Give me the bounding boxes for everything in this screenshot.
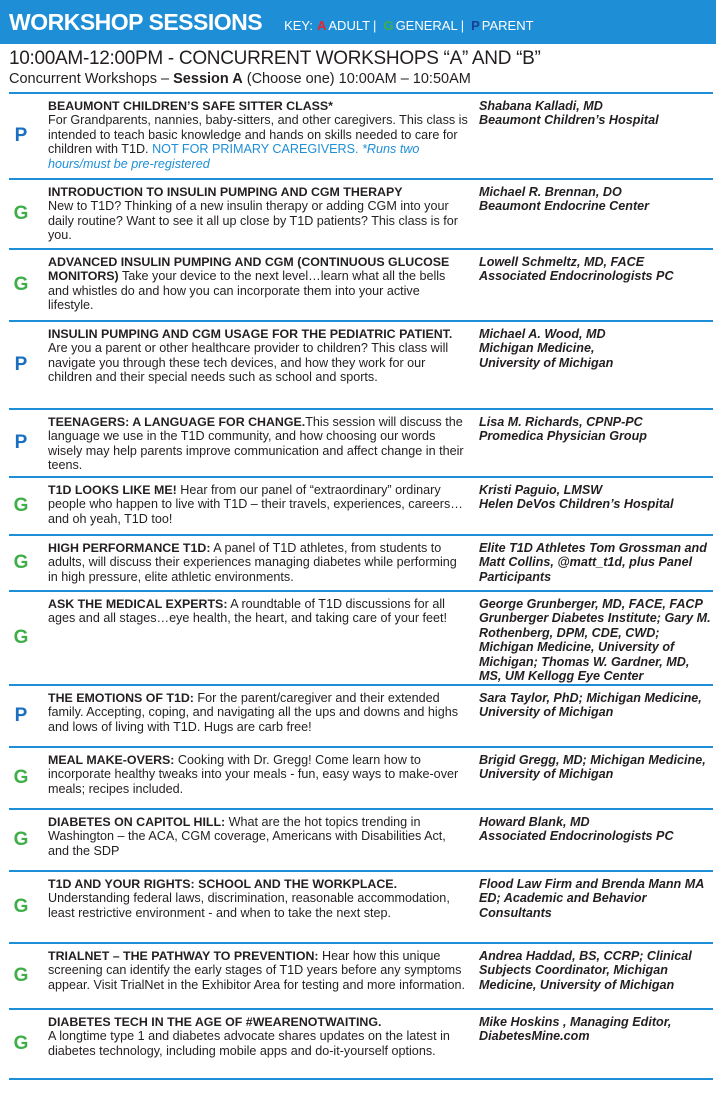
session-title: HIGH PERFORMANCE T1D: <box>48 541 211 555</box>
presenter-line: Associated Endocrinologists PC <box>479 269 674 284</box>
session-description <box>48 597 468 626</box>
session-presenter <box>479 415 711 444</box>
category-badge: P <box>14 705 28 726</box>
session-presenter <box>479 541 711 584</box>
session-description-text: Understanding federal laws, discrimination, reasonable accommodation, least restrictive environment - and when to take the next step. <box>48 891 450 920</box>
presenter-line: Beaumont Endocrine Center <box>479 199 650 214</box>
session-row <box>9 944 713 1010</box>
session-title: DIABETES ON CAPITOL HILL: <box>48 815 226 829</box>
session-title: ASK THE MEDICAL EXPERTS: <box>48 597 228 611</box>
presenter-line: Shabana Kalladi, MD <box>479 99 603 113</box>
category-badge: G <box>13 627 29 648</box>
session-description <box>48 99 468 171</box>
presenter-line: Lowell Schmeltz, MD, FACE <box>479 255 645 269</box>
presenter-line: Flood Law Firm and Brenda Mann MA ED; Academic and Behavior Consultants <box>479 877 704 920</box>
presenter-line: George Grunberger, MD, FACE, FACP Grunberger Diabetes Institute; Gary M. Rothenberg, DPM, CDE, CWD; Michigan Medicine, University of Michigan; Thomas W. Gardner, MD, MS, UM Kellogg Eye Center <box>479 597 711 684</box>
session-highlight: NOT FOR PRIMARY CAREGIVERS. <box>152 142 359 157</box>
session-description <box>48 949 468 992</box>
category-badge: G <box>13 552 29 573</box>
session-description <box>48 185 468 243</box>
presenter-line: Michael R. Brennan, DO <box>479 185 622 199</box>
session-description <box>48 483 468 526</box>
key-label: KEY: <box>284 17 313 33</box>
presenter-line: Andrea Haddad, BS, CCRP; Clinical Subjects Coordinator, Michigan Medicine, University of Michigan <box>479 949 692 992</box>
key-separator: | <box>460 17 465 33</box>
session-title: TEENAGERS: A LANGUAGE FOR CHANGE. <box>48 415 306 429</box>
session-presenter <box>479 99 711 128</box>
presenter-line: Brigid Gregg, MD; Michigan Medicine, University of Michigan <box>479 753 706 782</box>
session-description-text: Cooking with Dr. Gregg! Come learn how to incorporate healthy tweaks into your meals - fun, easy ways to make-over meals; recipes included. <box>48 753 459 796</box>
key-letter-adult: A <box>317 17 327 33</box>
category-key <box>284 18 533 33</box>
key-text-general: GENERAL <box>395 17 458 33</box>
category-badge: G <box>13 203 29 224</box>
key-separator: | <box>373 17 377 33</box>
presenter-line: Kristi Paguio, LMSW <box>479 483 603 497</box>
session-title: INTRODUCTION TO INSULIN PUMPING AND CGM THERAPY <box>48 185 403 199</box>
category-badge: G <box>13 896 29 917</box>
category-badge: G <box>13 1033 29 1054</box>
presenter-line: Associated Endocrinologists PC <box>479 829 674 844</box>
key-letter-general: G <box>383 17 394 33</box>
session-title: T1D AND YOUR RIGHTS: SCHOOL AND THE WORKPLACE. <box>48 877 398 891</box>
session-presenter <box>479 753 711 782</box>
session-row <box>9 250 713 322</box>
session-description-text: Hear from our panel of “extraordinary” ordinary people who happen to live with T1D – their travels, experiences, careers…and oh yeah, T1D too! <box>48 483 463 526</box>
key-text-parent: PARENT <box>481 17 534 33</box>
session-description <box>48 327 468 385</box>
session-row <box>9 810 713 872</box>
presenter-line: Michael A. Wood, MD <box>479 327 606 341</box>
session-row <box>9 536 713 592</box>
session-title: MEAL MAKE-OVERS: <box>48 753 175 767</box>
session-description-text: Hear how this unique screening can identify the early stages of T1D years before any symptoms appear. Visit TrialNet in the Exhibitor Area for testing and more information. <box>48 949 465 992</box>
session-description-text: What are the hot topics trending in Washington – the ACA, CGM coverage, Americans with Disabilities Act, and the SDP <box>48 815 446 858</box>
session-description-text: For the parent/caregiver and their extended family. Accepting, coping, and navigating all the ups and downs and highs and lows of living with T1D. Hugs are carb free! <box>48 691 459 734</box>
session-presenter <box>479 597 711 683</box>
category-badge: G <box>13 767 29 788</box>
session-row <box>9 592 713 686</box>
session-row <box>9 872 713 944</box>
session-description-text: A longtime type 1 and diabetes advocate shares updates on the latest in diabetes technology, including mobile apps and do-it-yourself options. <box>48 1029 450 1058</box>
session-note: *Runs two hours/must be pre-registered <box>48 142 420 171</box>
session-presenter <box>479 877 711 920</box>
presenter-line: Promedica Physician Group <box>479 429 647 444</box>
session-row <box>9 410 713 478</box>
category-badge: P <box>14 432 28 453</box>
presenter-line: Beaumont Children’s Hospital <box>479 113 659 128</box>
category-badge: P <box>14 125 28 146</box>
session-row <box>9 94 713 180</box>
session-presenter <box>479 949 711 992</box>
subheading-suffix: (Choose one) 10:00AM – 10:50AM <box>242 71 471 87</box>
session-title: BEAUMONT CHILDREN’S SAFE SITTER CLASS* <box>48 99 333 113</box>
presenter-line: Mike Hoskins , Managing Editor, DiabetesMine.com <box>479 1015 672 1044</box>
session-title: ADVANCED INSULIN PUMPING AND CGM (CONTINUOUS GLUCOSE MONITORS) <box>48 255 450 284</box>
presenter-line: Helen DeVos Children’s Hospital <box>479 497 674 512</box>
session-description <box>48 541 468 584</box>
session-presenter <box>479 815 711 844</box>
subheading-prefix: Concurrent Workshops – <box>9 71 174 87</box>
session-description-text: Are you a parent or other healthcare provider to children? This class will navigate you through these tech devices, and how they work for our children and their special needs such as school and sports. <box>48 341 449 385</box>
session-presenter <box>479 255 711 284</box>
presenter-line: University of Michigan <box>479 355 614 370</box>
session-description-text: This session will discuss the language we use in the T1D community, and how choosing our words wisely may help parents improve communication and affect change in their teens. <box>48 415 464 473</box>
session-title: INSULIN PUMPING AND CGM USAGE FOR THE PEDIATRIC PATIENT. <box>48 327 453 341</box>
session-description-text: A panel of T1D athletes, from students to adults, will discuss their experiences managing diabetes while performing in high pressure, elite athletic environments. <box>48 541 457 584</box>
session-row <box>9 180 713 250</box>
session-title: DIABETES TECH IN THE AGE OF #WEARENOTWAITING. <box>48 1015 382 1029</box>
session-description <box>48 255 468 313</box>
session-title: TRIALNET – THE PATHWAY TO PREVENTION: <box>48 949 319 963</box>
key-text-adult: ADULT <box>328 17 371 33</box>
category-badge: P <box>14 354 28 375</box>
session-title: T1D LOOKS LIKE ME! <box>48 483 177 497</box>
page-title: WORKSHOP SESSIONS <box>9 8 263 35</box>
session-description <box>48 1015 468 1058</box>
category-badge: G <box>13 274 29 295</box>
time-heading: 10:00AM-12:00PM - CONCURRENT WORKSHOPS “A” AND “B” <box>9 48 541 69</box>
session-presenter <box>479 483 711 512</box>
session-description-text: Take your device to the next level…learn what all the bells and whistles do and how you can incorporate them into your active lifestyle. <box>48 269 446 313</box>
session-description <box>48 877 468 920</box>
session-description <box>48 815 468 858</box>
session-presenter <box>479 185 711 214</box>
session-presenter <box>479 1015 711 1044</box>
header-banner <box>0 0 716 44</box>
session-row <box>9 478 713 536</box>
presenter-line: Sara Taylor, PhD; Michigan Medicine, University of Michigan <box>479 691 702 720</box>
session-name: Session A <box>173 71 243 87</box>
session-subheading <box>9 71 471 87</box>
session-row <box>9 322 713 410</box>
presenter-line: Elite T1D Athletes Tom Grossman and Matt Collins, @matt_t1d, plus Panel Participants <box>479 541 707 584</box>
session-presenter <box>479 327 711 370</box>
session-row <box>9 686 713 748</box>
session-description-text: A roundtable of T1D discussions for all ages and all stages…eye health, the heart, and taking care of your feet! <box>48 597 448 626</box>
category-badge: G <box>13 965 29 986</box>
session-description <box>48 691 468 734</box>
session-title: THE EMOTIONS OF T1D: <box>48 691 194 705</box>
session-description <box>48 415 468 473</box>
session-description <box>48 753 468 796</box>
presenter-line: Lisa M. Richards, CPNP-PC <box>479 415 643 429</box>
session-list <box>9 92 713 1080</box>
presenter-line: Michigan Medicine, <box>479 341 595 356</box>
category-badge: G <box>13 829 29 850</box>
key-letter-parent: P <box>471 17 480 33</box>
presenter-line: Howard Blank, MD <box>479 815 590 829</box>
session-description-text: New to T1D? Thinking of a new insulin therapy or adding CGM into your daily routine? Want to see it all up close by T1D patients? This class is for you. <box>48 199 458 243</box>
session-row <box>9 748 713 810</box>
session-description-text: For Grandparents, nannies, baby-sitters, and other caregivers. This class is intended to teach basic knowledge and hands on skills needed to care for children with T1D. <box>48 113 468 157</box>
category-badge: G <box>13 495 29 516</box>
session-row <box>9 1010 713 1080</box>
session-presenter <box>479 691 711 720</box>
